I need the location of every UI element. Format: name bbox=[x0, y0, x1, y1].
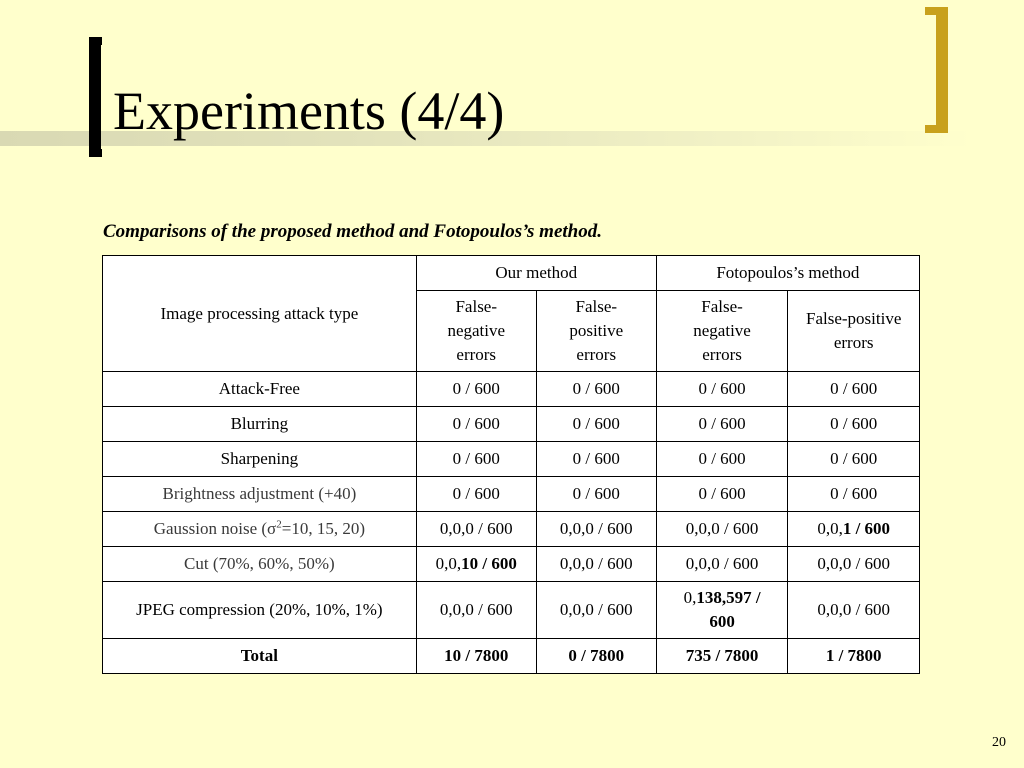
table-row bbox=[103, 582, 920, 639]
table-cell: 0 / 600 bbox=[536, 372, 656, 407]
table-cell: 0 / 600 bbox=[788, 442, 920, 477]
table-cell: 0 / 600 bbox=[656, 372, 788, 407]
table-row bbox=[103, 372, 920, 407]
table-row bbox=[103, 547, 920, 582]
table-cell: 0,138,597 / 600 bbox=[656, 582, 788, 639]
table-cell: 0 / 600 bbox=[416, 442, 536, 477]
table-cell: 0,0,1 / 600 bbox=[788, 512, 920, 547]
table-cell: 0 / 600 bbox=[536, 477, 656, 512]
table-row bbox=[103, 477, 920, 512]
table-cell: 0,0,0 / 600 bbox=[416, 582, 536, 639]
table-cell: 0,0,0 / 600 bbox=[656, 547, 788, 582]
table-cell: 0,0,0 / 600 bbox=[788, 582, 920, 639]
table-cell: 0 / 600 bbox=[656, 442, 788, 477]
header-attack-type: Image processing attack type bbox=[103, 256, 417, 372]
table-header-row bbox=[103, 256, 920, 291]
comparison-table bbox=[102, 255, 920, 674]
table-cell: 0 / 600 bbox=[416, 407, 536, 442]
subheader-our-false-positive: False-positive errors bbox=[536, 291, 656, 372]
table-total-row bbox=[103, 639, 920, 674]
table-row bbox=[103, 407, 920, 442]
header-our-method: Our method bbox=[416, 256, 656, 291]
table-cell: 0 / 600 bbox=[788, 477, 920, 512]
row-attack-label: Sharpening bbox=[103, 442, 417, 477]
table-cell: 10 / 7800 bbox=[416, 639, 536, 674]
row-attack-label: Attack-Free bbox=[103, 372, 417, 407]
table-cell: 0 / 600 bbox=[788, 407, 920, 442]
table-cell: 0 / 600 bbox=[536, 407, 656, 442]
table-cell: 1 / 7800 bbox=[788, 639, 920, 674]
table-cell: 0 / 600 bbox=[416, 372, 536, 407]
subheader-foto-false-negative: False-negative errors bbox=[656, 291, 788, 372]
table-cell: 0,0,0 / 600 bbox=[536, 582, 656, 639]
table-row bbox=[103, 512, 920, 547]
table-cell: 0 / 600 bbox=[788, 372, 920, 407]
table-cell: 0 / 600 bbox=[416, 477, 536, 512]
left-bracket-decoration bbox=[89, 37, 102, 157]
table-cell: 0 / 600 bbox=[656, 477, 788, 512]
table-cell: 735 / 7800 bbox=[656, 639, 788, 674]
subheader-our-false-negative: False-negative errors bbox=[416, 291, 536, 372]
right-bracket-decoration bbox=[925, 7, 948, 133]
total-label: Total bbox=[103, 639, 417, 674]
row-attack-label: Cut (70%, 60%, 50%) bbox=[103, 547, 417, 582]
table-cell: 0,0,0 / 600 bbox=[788, 547, 920, 582]
page-title: Experiments (4/4) bbox=[113, 81, 505, 141]
table-cell: 0 / 600 bbox=[536, 442, 656, 477]
table-cell: 0 / 600 bbox=[656, 407, 788, 442]
row-attack-label: JPEG compression (20%, 10%, 1%) bbox=[103, 582, 417, 639]
row-attack-label: Blurring bbox=[103, 407, 417, 442]
table-cell: 0,0,0 / 600 bbox=[656, 512, 788, 547]
subheader-foto-false-positive: False-positive errors bbox=[788, 291, 920, 372]
row-attack-label: Gaussion noise ($\sigma^2=10$, 15, 20) bbox=[103, 512, 417, 547]
table-caption: Comparisons of the proposed method and Fotopoulos’s method. bbox=[103, 221, 602, 242]
table-cell: 0,0,0 / 600 bbox=[536, 512, 656, 547]
row-attack-label: Brightness adjustment (+40) bbox=[103, 477, 417, 512]
table-cell: 0 / 7800 bbox=[536, 639, 656, 674]
table-cell: 0,0,10 / 600 bbox=[416, 547, 536, 582]
table-row bbox=[103, 442, 920, 477]
header-fotopoulos-method: Fotopoulos’s method bbox=[656, 256, 919, 291]
page-number: 20 bbox=[992, 735, 1006, 750]
table-cell: 0,0,0 / 600 bbox=[416, 512, 536, 547]
table-cell: 0,0,0 / 600 bbox=[536, 547, 656, 582]
